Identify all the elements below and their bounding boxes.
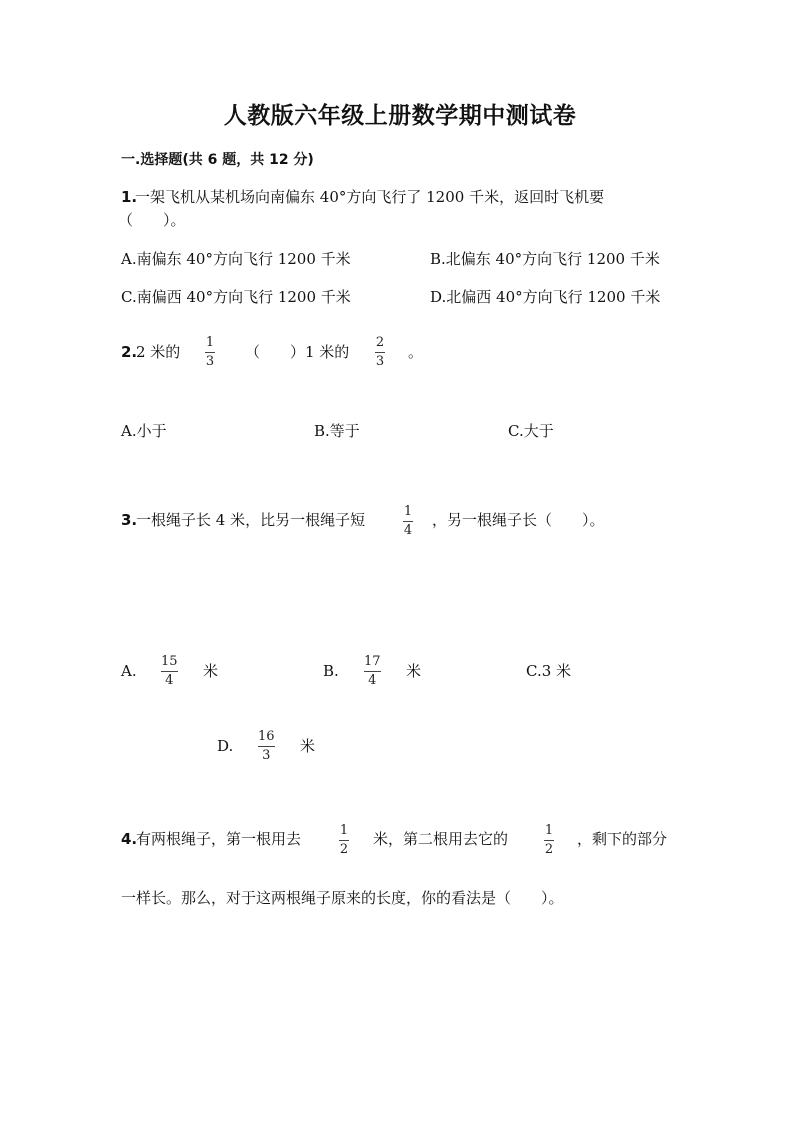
numerator: 1 bbox=[403, 504, 413, 519]
option-label: A. bbox=[121, 662, 137, 680]
fraction bbox=[258, 730, 275, 763]
question-text: ，另一根绳子长（ ）。 bbox=[432, 511, 605, 529]
fraction-bar bbox=[544, 840, 554, 841]
question-number: 4. bbox=[121, 830, 138, 848]
numerator: 2 bbox=[375, 335, 385, 350]
fraction-bar bbox=[375, 352, 385, 353]
page-title: 人教版六年级上册数学期中测试卷 bbox=[223, 103, 577, 129]
option-a[interactable]: A.小于 bbox=[121, 422, 167, 440]
question-number: 2. bbox=[121, 343, 138, 361]
option-b[interactable]: B.等于 bbox=[314, 422, 360, 440]
numerator: 1 bbox=[339, 823, 349, 838]
option-c[interactable]: C.大于 bbox=[508, 422, 554, 440]
numerator: 16 bbox=[258, 729, 275, 744]
denominator: 4 bbox=[368, 673, 377, 688]
fraction-bar bbox=[339, 840, 349, 841]
question-text: 。 bbox=[408, 343, 424, 361]
question-text: （ ）1 米的 bbox=[245, 343, 350, 361]
fraction bbox=[161, 655, 178, 688]
fraction-bar bbox=[403, 521, 413, 522]
fraction-bar bbox=[258, 746, 275, 747]
denominator: 3 bbox=[262, 748, 271, 763]
denominator: 2 bbox=[339, 842, 349, 857]
option-unit: 米 bbox=[300, 737, 316, 755]
fraction bbox=[205, 336, 215, 369]
section-heading: 一.选择题(共 6 题，共 12 分) bbox=[121, 152, 314, 168]
question-text: 一样长。那么，对于这两根绳子原来的长度，你的看法是（ ）。 bbox=[121, 889, 564, 907]
denominator: 2 bbox=[544, 842, 554, 857]
numerator: 15 bbox=[161, 654, 178, 669]
question-text: 一根绳子长 4 米，比另一根绳子短 bbox=[136, 511, 366, 529]
fraction-bar bbox=[205, 352, 215, 353]
option-unit: 米 bbox=[203, 662, 219, 680]
option-c[interactable]: C.南偏西 40°方向飞行 1200 千米 bbox=[121, 288, 351, 306]
question-text: ，剩下的部分 bbox=[577, 830, 668, 848]
question-text: 米，第二根用去它的 bbox=[373, 830, 509, 848]
option-label: B. bbox=[323, 662, 339, 680]
question-text: 有两根绳子，第一根用去 bbox=[136, 830, 302, 848]
denominator: 3 bbox=[205, 354, 215, 369]
fraction bbox=[364, 655, 381, 688]
question-number: 3. bbox=[121, 511, 138, 529]
denominator: 3 bbox=[375, 354, 385, 369]
option-a[interactable]: A.南偏东 40°方向飞行 1200 千米 bbox=[121, 250, 351, 268]
question-text: 2 米的 bbox=[136, 343, 181, 361]
fraction bbox=[403, 505, 413, 538]
fraction bbox=[339, 824, 349, 857]
answer-blank: （ ）。 bbox=[118, 211, 186, 229]
numerator: 17 bbox=[364, 654, 381, 669]
fraction bbox=[375, 336, 385, 369]
option-unit: 米 bbox=[406, 662, 422, 680]
fraction-bar bbox=[364, 671, 381, 672]
question-text: 一架飞机从某机场向南偏东 40°方向飞行了 1200 千米，返回时飞机要 bbox=[135, 188, 605, 206]
denominator: 4 bbox=[165, 673, 174, 688]
option-d[interactable]: D.北偏西 40°方向飞行 1200 千米 bbox=[430, 288, 661, 306]
numerator: 1 bbox=[544, 823, 554, 838]
option-b[interactable]: B.北偏东 40°方向飞行 1200 千米 bbox=[430, 250, 660, 268]
numerator: 1 bbox=[205, 335, 215, 350]
fraction-bar bbox=[161, 671, 178, 672]
fraction bbox=[544, 824, 554, 857]
option-c[interactable]: C.3 米 bbox=[526, 662, 572, 680]
denominator: 4 bbox=[403, 523, 413, 538]
question-number: 1. bbox=[121, 188, 138, 206]
option-label: D. bbox=[217, 737, 234, 755]
